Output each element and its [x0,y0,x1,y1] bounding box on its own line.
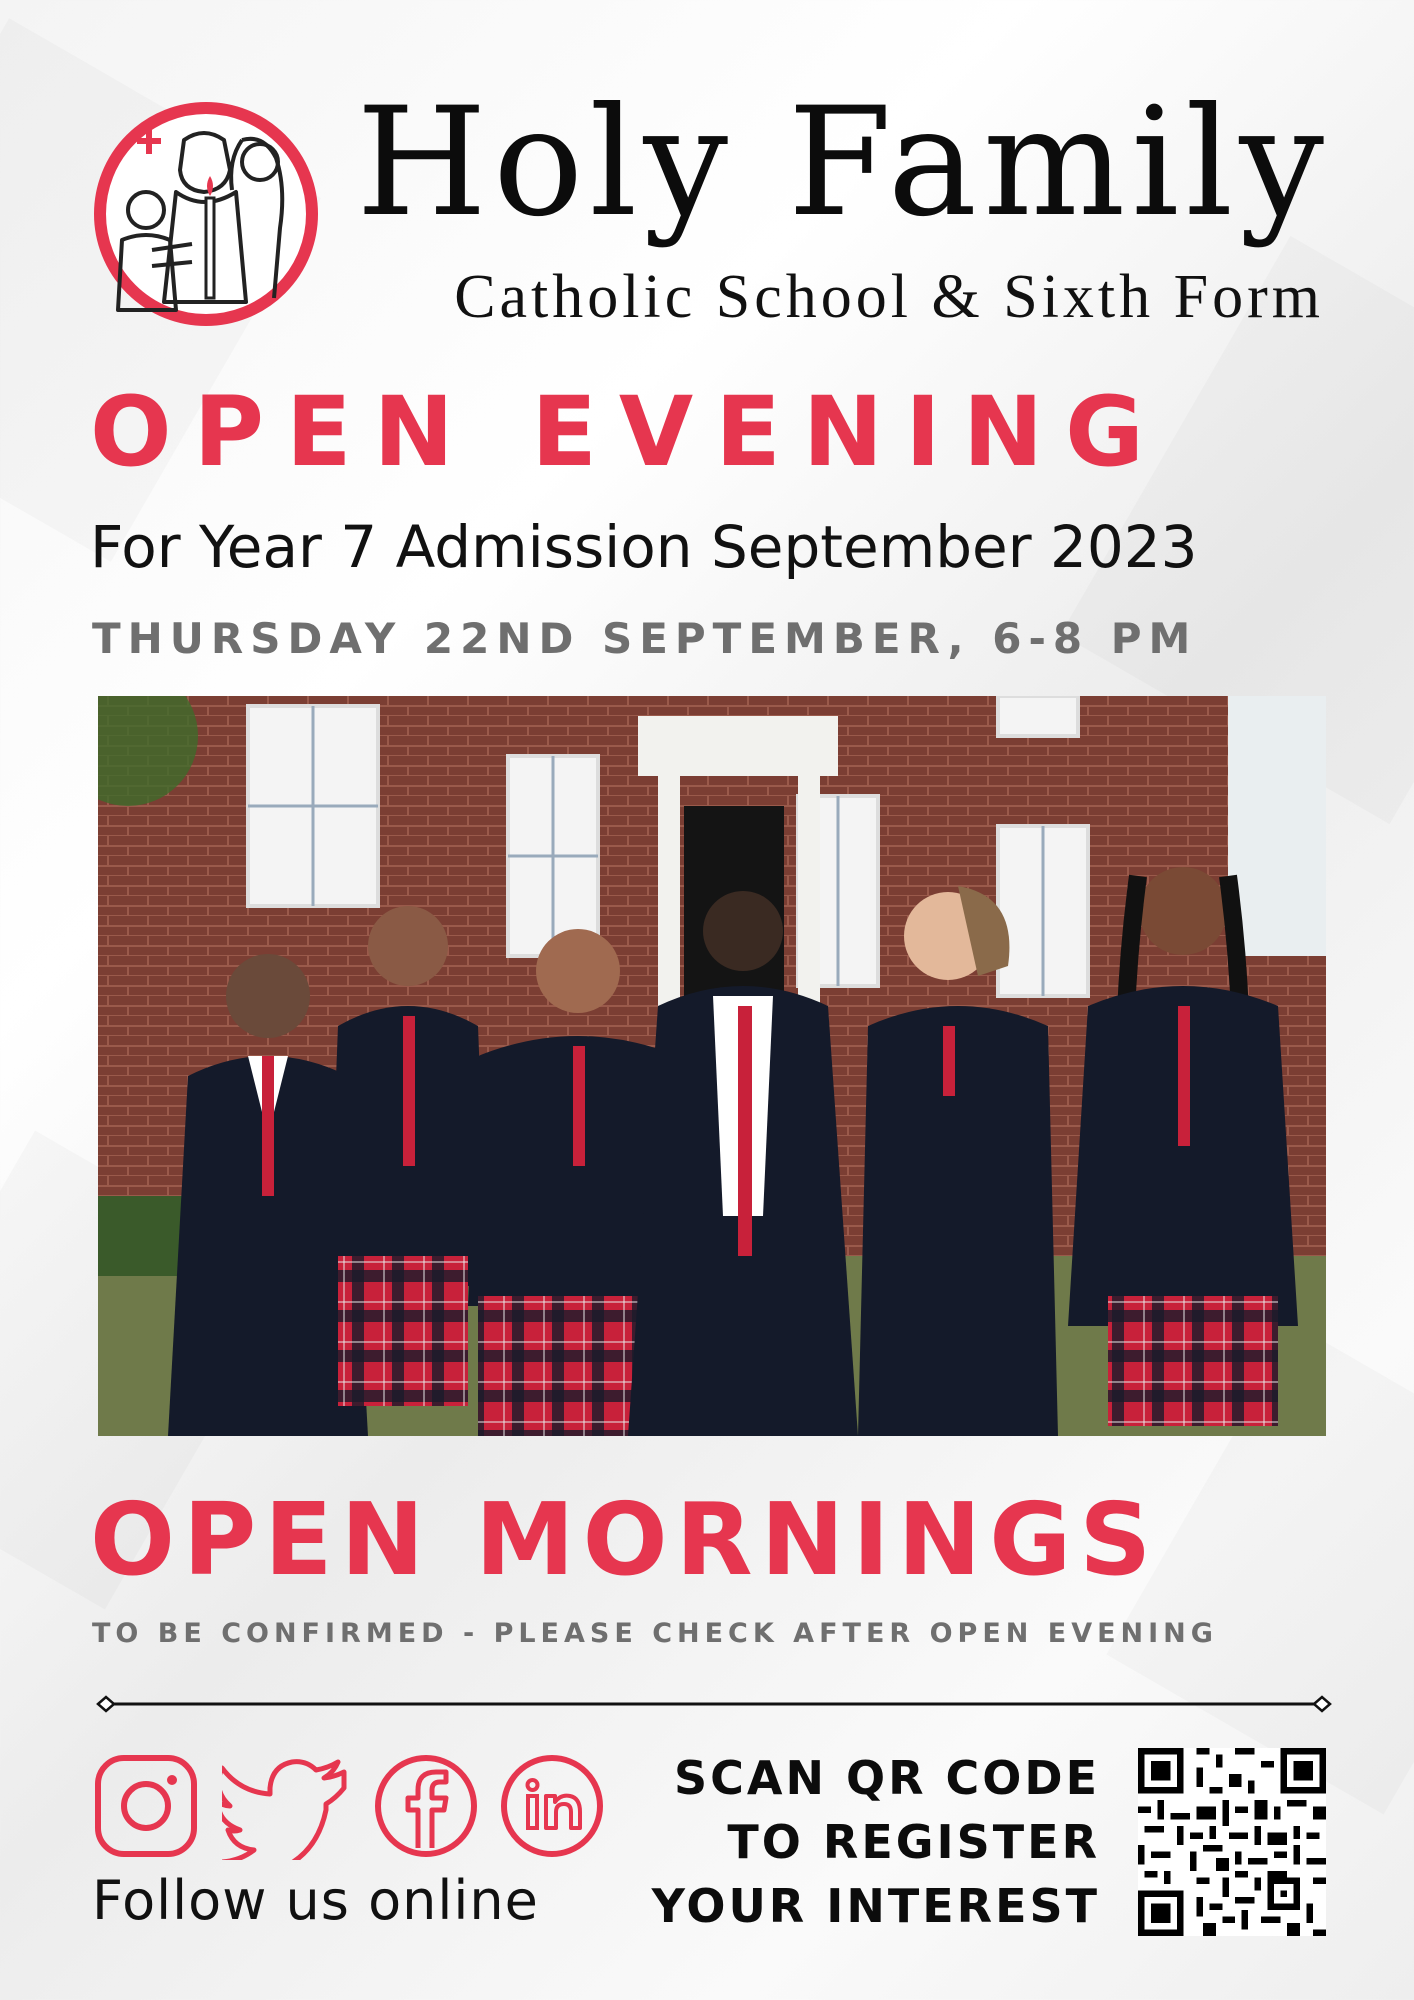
facebook-icon[interactable] [372,1752,480,1860]
scan-line: SCAN QR CODE [673,1751,1100,1805]
instagram-icon[interactable] [92,1752,200,1860]
event-date: THURSDAY 22ND SEPTEMBER, 6-8 PM [92,614,1198,663]
twitter-icon[interactable] [222,1752,352,1860]
open-evening-heading: OPEN EVENING [90,376,1166,488]
follow-us-text: Follow us online [92,1869,539,1932]
scan-line: TO REGISTER [727,1815,1100,1869]
mornings-note: TO BE CONFIRMED - PLEASE CHECK AFTER OPEN EVENING [92,1618,1218,1649]
admission-text: For Year 7 Admission September 2023 [90,513,1198,581]
linkedin-icon[interactable] [498,1752,606,1860]
school-name: Holy Family [356,76,1330,250]
scan-qr-text [620,1746,1100,1938]
scan-line: YOUR INTEREST [651,1879,1100,1933]
school-logo [92,100,320,328]
qr-code[interactable] [1138,1748,1326,1936]
divider [96,1692,1332,1716]
students-photo [98,696,1326,1436]
open-mornings-heading: OPEN MORNINGS [90,1481,1160,1598]
school-subtitle: Catholic School & Sixth Form [454,263,1324,331]
